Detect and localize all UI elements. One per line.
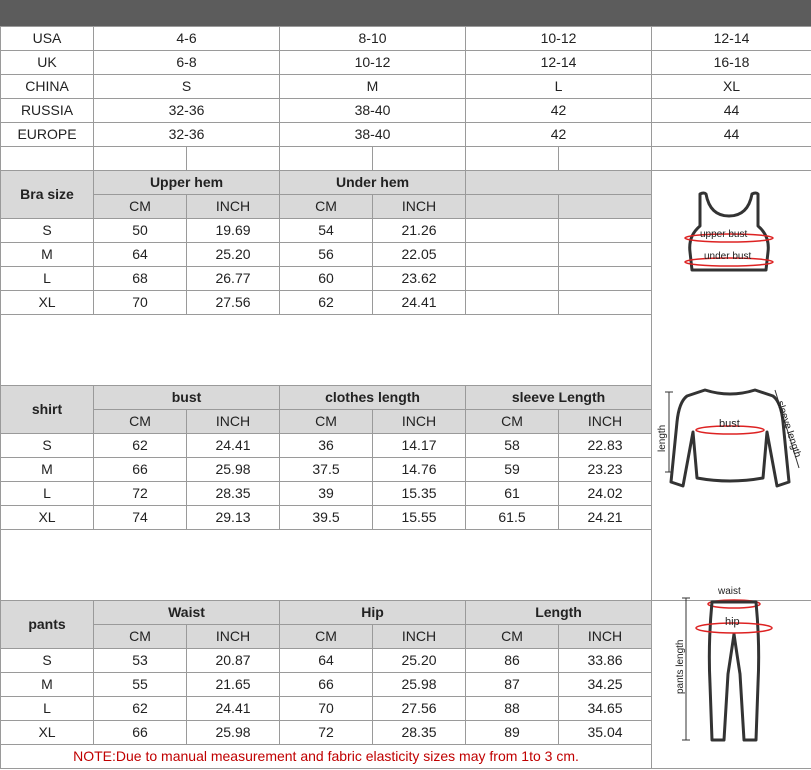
cell: 35.04 xyxy=(559,721,652,745)
cell: 22.05 xyxy=(373,243,466,267)
hip-label: hip xyxy=(725,616,740,628)
cell: 68 xyxy=(94,267,187,291)
cell: 25.98 xyxy=(187,458,280,482)
upper-bust-label: upper bust xyxy=(700,229,748,240)
size-label: M xyxy=(1,673,94,697)
size-label: L xyxy=(1,482,94,506)
country-row xyxy=(1,99,811,123)
cell: 26.77 xyxy=(187,267,280,291)
bra-group-header: Upper hem xyxy=(94,171,280,195)
cell: 14.17 xyxy=(373,434,466,458)
size-label: S xyxy=(1,434,94,458)
under-bust-label: under bust xyxy=(704,251,752,262)
cell: 21.26 xyxy=(373,219,466,243)
shirt-group-header: clothes length xyxy=(280,386,466,410)
bra-title: Bra size xyxy=(1,171,94,219)
country-value: 4-6 xyxy=(94,27,280,51)
size-label: L xyxy=(1,267,94,291)
size-label: S xyxy=(1,219,94,243)
unit-label: INCH xyxy=(187,195,280,219)
country-value: 42 xyxy=(466,123,652,147)
cell: 28.35 xyxy=(187,482,280,506)
country-value: S xyxy=(94,75,280,99)
country-value: 32-36 xyxy=(94,99,280,123)
unit-label: CM xyxy=(280,195,373,219)
bust-label: bust xyxy=(719,418,740,430)
unit-label: INCH xyxy=(187,410,280,434)
cell: 25.20 xyxy=(373,649,466,673)
bra-figure xyxy=(668,186,788,276)
size-label: M xyxy=(1,458,94,482)
cell: 19.69 xyxy=(187,219,280,243)
cell: 66 xyxy=(94,458,187,482)
cell: 36 xyxy=(280,434,373,458)
cell: 55 xyxy=(94,673,187,697)
country-row xyxy=(1,123,811,147)
country-value: 38-40 xyxy=(280,99,466,123)
cell: 58 xyxy=(466,434,559,458)
header-bar xyxy=(0,0,811,26)
unit-label: CM xyxy=(94,410,187,434)
cell: 59 xyxy=(466,458,559,482)
cell: 15.35 xyxy=(373,482,466,506)
unit-label: CM xyxy=(280,410,373,434)
cell: 15.55 xyxy=(373,506,466,530)
size-label: S xyxy=(1,649,94,673)
size-label: L xyxy=(1,697,94,721)
cell: 34.25 xyxy=(559,673,652,697)
cell: 74 xyxy=(94,506,187,530)
unit-label: CM xyxy=(94,625,187,649)
spacer-row xyxy=(1,147,811,171)
pants-group-header: Waist xyxy=(94,601,280,625)
cell: 25.98 xyxy=(187,721,280,745)
unit-label: INCH xyxy=(559,410,652,434)
cell: 61.5 xyxy=(466,506,559,530)
unit-label: CM xyxy=(466,625,559,649)
pants-figure xyxy=(672,584,782,744)
unit-label: CM xyxy=(280,625,373,649)
cell: 70 xyxy=(280,697,373,721)
country-row xyxy=(1,27,811,51)
cell: 23.23 xyxy=(559,458,652,482)
cell: 56 xyxy=(280,243,373,267)
cell: 23.62 xyxy=(373,267,466,291)
cell: 28.35 xyxy=(373,721,466,745)
country-label: UK xyxy=(1,51,94,75)
cell: 62 xyxy=(94,434,187,458)
cell: 25.98 xyxy=(373,673,466,697)
country-value: M xyxy=(280,75,466,99)
country-value: 10-12 xyxy=(280,51,466,75)
pants-group-header: Length xyxy=(466,601,652,625)
cell: 25.20 xyxy=(187,243,280,267)
pants-length-label: pants length xyxy=(675,639,686,694)
country-value: 44 xyxy=(652,123,811,147)
unit-label: INCH xyxy=(373,195,466,219)
country-label: RUSSIA xyxy=(1,99,94,123)
unit-label: INCH xyxy=(373,625,466,649)
cell: 62 xyxy=(94,697,187,721)
cell: 22.83 xyxy=(559,434,652,458)
cell: 21.65 xyxy=(187,673,280,697)
note-text: NOTE:Due to manual measurement and fabric elasticity sizes may from 1to 3 cm. xyxy=(1,745,652,769)
unit-label: INCH xyxy=(187,625,280,649)
pants-group-header: Hip xyxy=(280,601,466,625)
cell: 27.56 xyxy=(373,697,466,721)
shirt-group-header: bust xyxy=(94,386,280,410)
cell: 14.76 xyxy=(373,458,466,482)
cell: 53 xyxy=(94,649,187,673)
cell: 66 xyxy=(94,721,187,745)
cell: 27.56 xyxy=(187,291,280,315)
cell: 39.5 xyxy=(280,506,373,530)
country-value: 12-14 xyxy=(466,51,652,75)
size-label: XL xyxy=(1,506,94,530)
pants-title: pants xyxy=(1,601,94,649)
cell: 70 xyxy=(94,291,187,315)
cell: 89 xyxy=(466,721,559,745)
size-label: XL xyxy=(1,721,94,745)
unit-label: CM xyxy=(94,195,187,219)
size-label: XL xyxy=(1,291,94,315)
bra-group-header: Under hem xyxy=(280,171,466,195)
cell: 34.65 xyxy=(559,697,652,721)
cell: 24.41 xyxy=(187,697,280,721)
cell: 66 xyxy=(280,673,373,697)
unit-label: INCH xyxy=(373,410,466,434)
cell: 37.5 xyxy=(280,458,373,482)
length-label: length xyxy=(657,424,668,452)
unit-label: INCH xyxy=(559,625,652,649)
cell: 86 xyxy=(466,649,559,673)
country-value: 8-10 xyxy=(280,27,466,51)
sleeve-length-label: sleeve length xyxy=(774,399,803,459)
cell: 87 xyxy=(466,673,559,697)
cell: 24.02 xyxy=(559,482,652,506)
country-value: 12-14 xyxy=(652,27,811,51)
country-value: 44 xyxy=(652,99,811,123)
cell: 20.87 xyxy=(187,649,280,673)
shirt-figure xyxy=(655,382,805,497)
country-value: 32-36 xyxy=(94,123,280,147)
cell: 33.86 xyxy=(559,649,652,673)
country-row xyxy=(1,75,811,99)
country-value: 42 xyxy=(466,99,652,123)
country-value: L xyxy=(466,75,652,99)
cell: 62 xyxy=(280,291,373,315)
size-label: M xyxy=(1,243,94,267)
cell: 72 xyxy=(94,482,187,506)
cell: 88 xyxy=(466,697,559,721)
cell: 60 xyxy=(280,267,373,291)
cell: 24.41 xyxy=(187,434,280,458)
country-value: 6-8 xyxy=(94,51,280,75)
cell: 72 xyxy=(280,721,373,745)
cell: 50 xyxy=(94,219,187,243)
waist-label: waist xyxy=(718,586,741,597)
shirt-group-header: sleeve Length xyxy=(466,386,652,410)
cell: 64 xyxy=(280,649,373,673)
cell: 24.41 xyxy=(373,291,466,315)
cell: 61 xyxy=(466,482,559,506)
country-value: 16-18 xyxy=(652,51,811,75)
country-value: 10-12 xyxy=(466,27,652,51)
cell: 54 xyxy=(280,219,373,243)
shirt-title: shirt xyxy=(1,386,94,434)
country-label: USA xyxy=(1,27,94,51)
country-label: EUROPE xyxy=(1,123,94,147)
cell: 39 xyxy=(280,482,373,506)
cell: 64 xyxy=(94,243,187,267)
country-label: CHINA xyxy=(1,75,94,99)
country-value: 38-40 xyxy=(280,123,466,147)
cell: 29.13 xyxy=(187,506,280,530)
country-row xyxy=(1,51,811,75)
cell: 24.21 xyxy=(559,506,652,530)
country-value: XL xyxy=(652,75,811,99)
unit-label: CM xyxy=(466,410,559,434)
